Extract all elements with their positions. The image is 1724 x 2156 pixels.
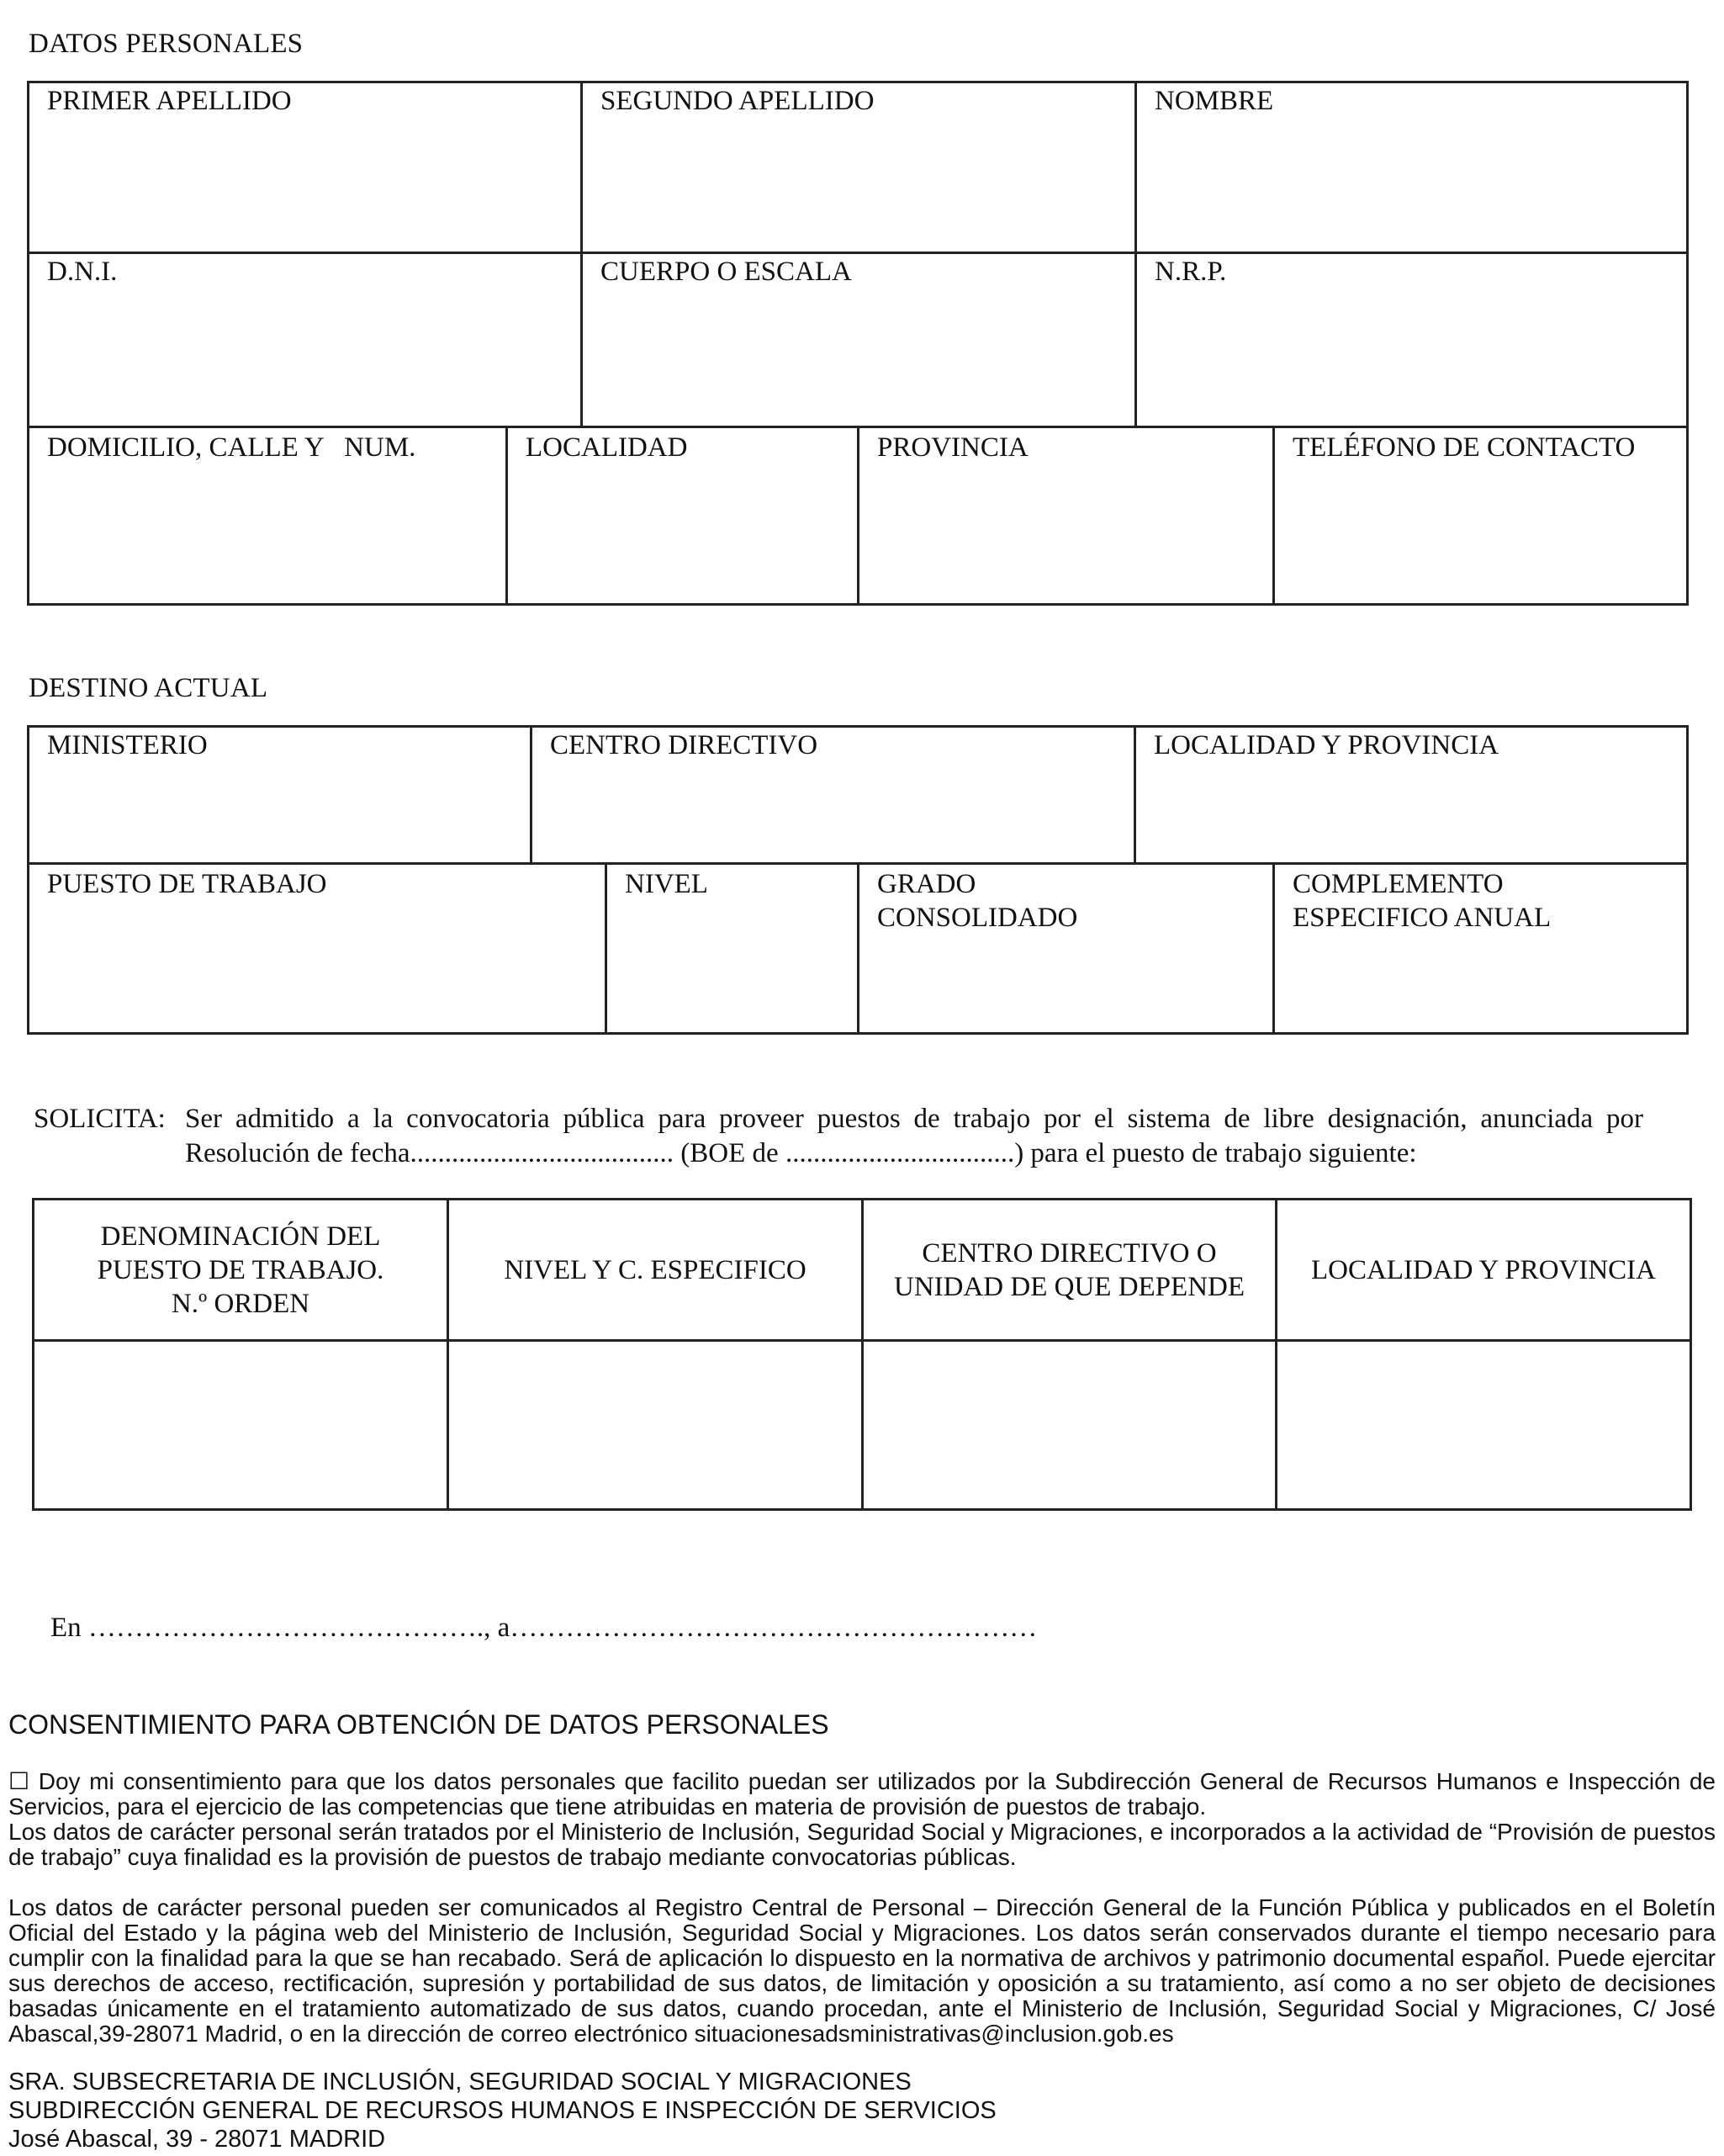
field-domicilio[interactable]: DOMICILIO, CALLE Y NUM. — [47, 432, 416, 463]
field-grado-line2: CONSOLIDADO — [877, 903, 1078, 933]
field-complemento-line1[interactable]: COMPLEMENTO — [1293, 869, 1504, 899]
field-dni[interactable]: D.N.I. — [47, 257, 118, 287]
header-denominacion — [34, 1200, 447, 1339]
col-divider — [1272, 426, 1275, 606]
col-divider — [857, 862, 859, 1035]
input-cell-centro[interactable] — [864, 1342, 1275, 1508]
field-segundo-apellido[interactable]: SEGUNDO APELLIDO — [600, 86, 875, 116]
input-cell-denominacion[interactable] — [34, 1342, 447, 1508]
header-denominacion-line2: PUESTO DE TRABAJO. — [97, 1254, 384, 1285]
header-localidad-text: LOCALIDAD Y PROVINCIA — [1310, 1254, 1657, 1285]
header-nivel-especifico-text: NIVEL Y C. ESPECIFICO — [504, 1254, 806, 1285]
col-divider — [857, 426, 859, 606]
input-cell-nivel[interactable] — [449, 1342, 861, 1508]
header-centro-directivo — [864, 1200, 1275, 1339]
field-nombre[interactable]: NOMBRE — [1155, 86, 1274, 116]
field-puesto-trabajo[interactable]: PUESTO DE TRABAJO — [47, 869, 327, 899]
col-divider — [1134, 725, 1136, 864]
header-nivel-especifico — [449, 1200, 861, 1339]
solicita-line1: Ser admitido a la convocatoria pública para proveer puestos de trabajo por el sistema de libre designación, anunciada por — [185, 1104, 1643, 1134]
col-divider — [530, 725, 532, 864]
header-denominacion-line1: DENOMINACIÓN DEL — [100, 1221, 381, 1252]
field-complemento-line2: ESPECIFICO ANUAL — [1293, 903, 1552, 933]
consentimiento-para1: Los datos de carácter personal serán tratados por el Ministerio de Inclusión, Seguridad Social y Migraciones, e incorporados a la actividad de “Provisión de puestos de trabajo” cuya finalidad es la provisión de puestos de trabajo mediante convocatorias públicas. — [8, 1819, 1716, 1870]
field-ministerio[interactable]: MINISTERIO — [47, 730, 208, 760]
field-cuerpo-escala[interactable]: CUERPO O ESCALA — [600, 257, 852, 287]
lugar-fecha-line[interactable]: En ……………………………………., a………………………………………………… — [50, 1613, 1038, 1643]
field-nrp[interactable]: N.R.P. — [1155, 257, 1227, 287]
row-divider — [27, 252, 1689, 254]
field-nivel[interactable]: NIVEL — [625, 869, 708, 899]
col-divider — [1134, 81, 1137, 427]
header-centro-line2: UNIDAD DE QUE DEPENDE — [893, 1271, 1245, 1302]
field-provincia[interactable]: PROVINCIA — [877, 432, 1029, 463]
consentimiento-checkbox-text[interactable]: ☐ Doy mi consentimiento para que los datos personales que facilito puedan ser utilizados por la Subdirección General de Recursos Humanos e Inspección de Servicios, para el ejercicio de las competencias que tiene atribuidas en materia de provisión de puestos de trabajo. — [8, 1768, 1716, 1820]
header-localidad-provincia — [1277, 1200, 1690, 1339]
destinatario-line1: SRA. SUBSECRETARIA DE INCLUSIÓN, SEGURIDAD SOCIAL Y MIGRACIONES — [8, 2069, 912, 2095]
field-localidad[interactable]: LOCALIDAD — [526, 432, 688, 463]
solicita-label: SOLICITA: — [34, 1104, 166, 1134]
field-localidad-provincia[interactable]: LOCALIDAD Y PROVINCIA — [1154, 730, 1499, 760]
col-divider — [580, 81, 583, 427]
field-grado-line1[interactable]: GRADO — [877, 869, 976, 899]
header-centro-line1: CENTRO DIRECTIVO O — [922, 1237, 1217, 1269]
input-cell-localidad[interactable] — [1277, 1342, 1690, 1508]
solicita-line2: Resolución de fecha...................................... (BOE de .................................) para el puesto de trabajo siguiente: — [185, 1138, 1417, 1168]
col-divider — [1272, 862, 1275, 1035]
section-title-datos-personales: DATOS PERSONALES — [29, 29, 304, 59]
field-telefono[interactable]: TELÉFONO DE CONTACTO — [1293, 432, 1636, 463]
consentimiento-para2: Los datos de carácter personal pueden ser comunicados al Registro Central de Personal – Dirección General de la Función Pública y publicados en el Boletín Oficial del Estado y la página web del Ministerio de Inclusión, Seguridad Social y Migraciones. Los datos serán conservados durante el tiempo necesario para cumplir con la finalidad para la que se han recabado. Será de aplicación lo dispuesto en la normativa de archivos y patrimonio documental español. Puede ejercitar sus derechos de acceso, rectificación, supresión y portabilidad de sus datos, de limitación y oposición a su tratamiento, así como a no ser objeto de decisiones basadas únicamente en el tratamiento automatizado de sus datos, cuando procedan, ante el Ministerio de Inclusión, Seguridad Social y Migraciones, C/ José Abascal,39-28071 Madrid, o en la dirección de correo electrónico situacionesadsministrativas@inclusion.gob.es — [8, 1894, 1716, 2047]
consentimiento-title: CONSENTIMIENTO PARA OBTENCIÓN DE DATOS PERSONALES — [8, 1709, 829, 1740]
destinatario-line3: José Abascal, 39 - 28071 MADRID — [8, 2126, 386, 2153]
field-primer-apellido[interactable]: PRIMER APELLIDO — [47, 86, 292, 116]
col-divider — [505, 426, 508, 606]
field-centro-directivo[interactable]: CENTRO DIRECTIVO — [550, 730, 818, 760]
header-denominacion-line3: N.º ORDEN — [171, 1288, 310, 1319]
destinatario-line2: SUBDIRECCIÓN GENERAL DE RECURSOS HUMANOS E INSPECCIÓN DE SERVICIOS — [8, 2097, 997, 2124]
section-title-destino-actual: DESTINO ACTUAL — [29, 673, 268, 703]
col-divider — [605, 862, 607, 1035]
